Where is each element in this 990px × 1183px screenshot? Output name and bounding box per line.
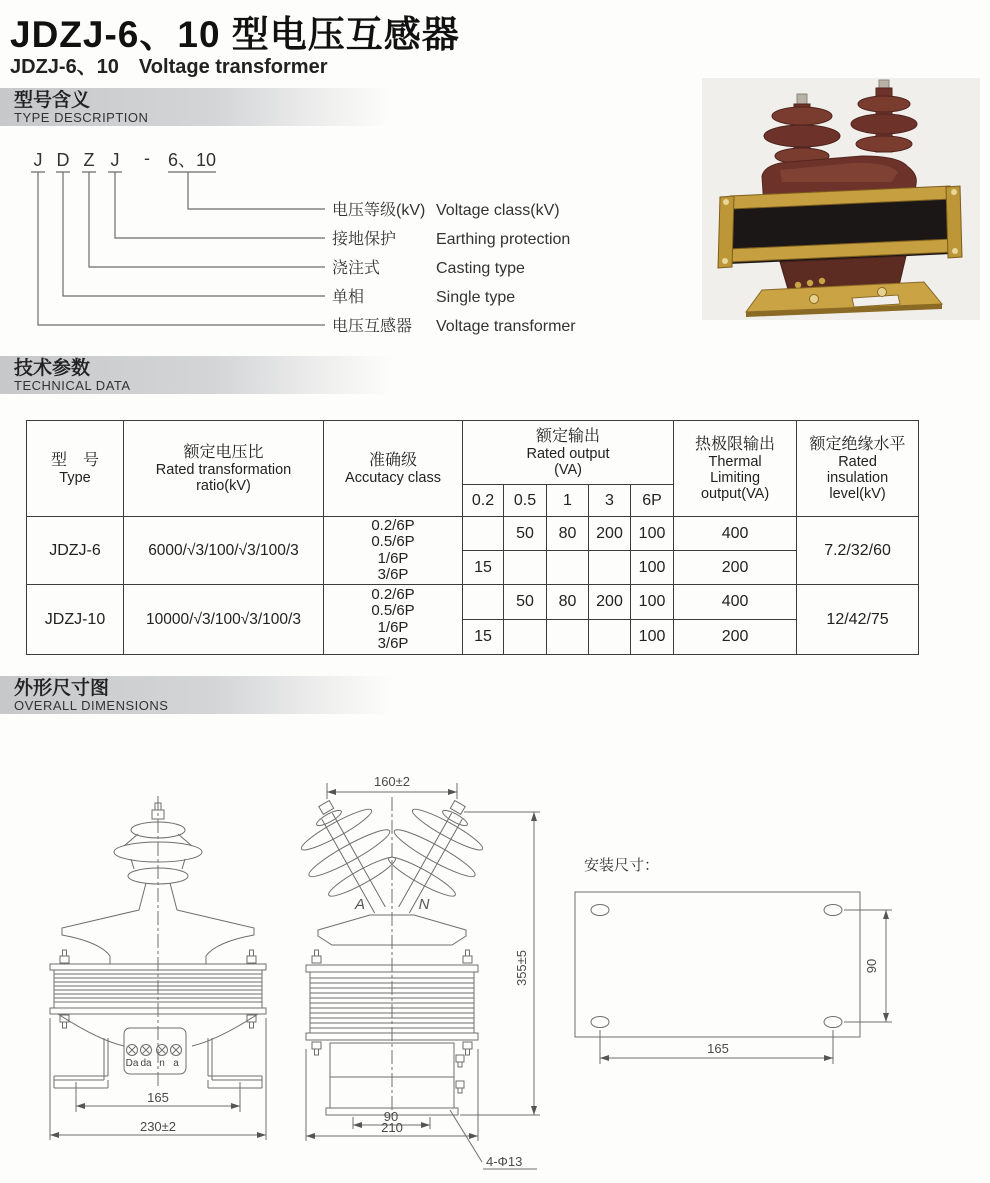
cell-thermal: 200 — [674, 620, 797, 655]
code-letter-j2: J — [110, 150, 120, 170]
cell-accuracy-jdzj6 — [324, 517, 463, 585]
col-header-insulation — [797, 421, 919, 517]
col-header-insulation-zh: 额定绝缘水平 — [809, 436, 906, 453]
section-dims-zh: 外形尺寸图 — [14, 678, 110, 699]
drawing-side-view — [300, 765, 572, 1183]
cell-out — [547, 551, 589, 585]
cell-out: 100 — [631, 517, 674, 551]
section-technical-data — [0, 356, 392, 394]
label-vt-zh: 电压互感器 — [332, 318, 413, 335]
label-earthing-zh: 接地保护 — [332, 231, 397, 248]
cell-type-jdzj10: JDZJ-10 — [27, 585, 124, 655]
col-header-type-zh: 型 号 — [50, 452, 99, 469]
subcol-1 — [547, 485, 589, 517]
dim-label-355: 355±5 — [514, 949, 529, 987]
label-voltage-class-en: Voltage class(kV) — [436, 202, 560, 219]
cell-insulation-jdzj10: 12/42/75 — [797, 585, 919, 655]
section-dims-en: OVERALL DIMENSIONS — [14, 698, 169, 713]
cell-out — [589, 551, 631, 585]
col-header-insulation-en: Rated insulation level(kV) — [826, 454, 889, 502]
terminal-label-n: n — [159, 1058, 165, 1069]
dim-label-230: 230±2 — [139, 1119, 177, 1134]
terminal-label-N: N — [418, 896, 430, 913]
section-type-en: TYPE DESCRIPTION — [14, 110, 149, 125]
col-header-output-zh: 额定输出 — [536, 428, 601, 445]
terminal-label-a: a — [173, 1058, 179, 1069]
section-type-zh: 型号含义 — [14, 90, 91, 111]
cell-out: 100 — [631, 551, 674, 585]
subcol-1-label: 1 — [563, 491, 572, 509]
accuracy-line: 0.5/6P — [371, 602, 415, 619]
label-casting-zh: 浇注式 — [332, 260, 381, 277]
label-single-zh: 单相 — [332, 289, 365, 306]
cell-out: 80 — [547, 585, 589, 620]
subcol-6p — [631, 485, 674, 517]
cell-ratio-jdzj10: 10000/√3/100√3/100/3 — [124, 585, 324, 655]
cell-accuracy-jdzj10 — [324, 585, 463, 655]
table-row — [27, 585, 919, 620]
technical-data-table — [26, 420, 919, 655]
cell-thermal: 400 — [674, 585, 797, 620]
cell-thermal: 200 — [674, 551, 797, 585]
subcol-3 — [589, 485, 631, 517]
terminal-label-Da: Da — [125, 1058, 139, 1069]
bushing-left-angled — [300, 801, 399, 913]
subcol-0-2 — [463, 485, 504, 517]
terminal-label-da: da — [140, 1058, 152, 1069]
col-header-accuracy-zh: 准确级 — [368, 452, 417, 469]
subcol-0-2-label: 0.2 — [471, 491, 495, 509]
code-dash: - — [144, 148, 150, 168]
section-overall-dimensions — [0, 676, 392, 714]
col-header-ratio-zh: 额定电压比 — [183, 444, 264, 461]
dim-label-165: 165 — [147, 1090, 169, 1105]
type-code-labels — [332, 201, 576, 335]
page-subtitle: JDZJ-6、10 Voltage transformer — [10, 56, 328, 78]
cell-out: 80 — [547, 517, 589, 551]
accuracy-line: 3/6P — [377, 566, 409, 583]
col-header-output-unit: (VA) — [554, 462, 582, 478]
type-code-diagram — [20, 146, 670, 346]
drawing-front-view — [28, 788, 298, 1150]
col-header-thermal — [674, 421, 797, 517]
subcol-3-label: 3 — [605, 491, 614, 509]
accuracy-line: 0.2/6P — [371, 585, 415, 603]
subcol-0-5-label: 0.5 — [513, 491, 537, 509]
mounting-title: 安装尺寸： — [584, 857, 660, 874]
cell-out: 50 — [504, 585, 547, 620]
bushing-right-angled — [385, 801, 486, 913]
col-header-accuracy-en: Accutacy class — [345, 470, 441, 486]
page-title: JDZJ-6、10 型电压互感器 — [10, 14, 460, 55]
code-letter-z: Z — [83, 150, 95, 170]
code-letter-d: D — [56, 150, 70, 170]
lower-box — [326, 1043, 464, 1115]
label-casting-en: Casting type — [436, 260, 525, 277]
accuracy-line: 1/6P — [377, 618, 409, 636]
label-voltage-class-zh: 电压等级(kV) — [332, 202, 426, 219]
cell-out — [463, 585, 504, 620]
mounting-holes — [591, 905, 842, 1028]
cell-ratio-jdzj6: 6000/√3/100/√3/100/3 — [124, 517, 324, 585]
code-voltage: 6、10 — [168, 150, 217, 170]
subcol-6p-label: 6P — [642, 491, 662, 509]
cell-out: 100 — [631, 585, 674, 620]
cell-out: 200 — [589, 517, 631, 551]
dim-label-holes: 4-Φ13 — [486, 1154, 523, 1169]
code-letter-j1: J — [33, 150, 43, 170]
label-earthing-en: Earthing protection — [436, 231, 571, 248]
subcol-0-5 — [504, 485, 547, 517]
col-header-accuracy — [324, 421, 463, 517]
col-header-type-en: Type — [59, 470, 91, 486]
cell-type-jdzj6: JDZJ-6 — [27, 517, 124, 585]
col-header-thermal-en: Thermal Limiting output(VA) — [700, 454, 770, 502]
dim-label-210: 210 — [381, 1120, 403, 1135]
dim-label-165: 165 — [707, 1041, 729, 1056]
cell-out: 50 — [504, 517, 547, 551]
label-vt-en: Voltage transformer — [436, 318, 576, 335]
cell-out: 15 — [463, 620, 504, 655]
mounting-plate — [575, 892, 860, 1037]
drawing-mounting — [570, 848, 980, 1078]
col-header-rated-output — [463, 421, 674, 485]
section-tech-en: TECHNICAL DATA — [14, 378, 131, 393]
dim-label-90: 90 — [864, 958, 879, 974]
product-photo — [702, 78, 980, 320]
cell-out — [504, 620, 547, 655]
cell-out — [463, 517, 504, 551]
type-code-letters — [34, 148, 217, 170]
col-header-ratio — [124, 421, 324, 517]
cell-out: 15 — [463, 551, 504, 585]
col-header-thermal-zh: 热极限输出 — [695, 436, 776, 453]
cell-out — [589, 620, 631, 655]
accuracy-line: 0.2/6P — [371, 516, 415, 534]
cell-out: 200 — [589, 585, 631, 620]
section-type-description — [0, 88, 392, 126]
table-row — [27, 517, 919, 551]
col-header-output-en: Rated output — [526, 446, 610, 462]
accuracy-line: 1/6P — [377, 549, 409, 567]
type-code-lines — [31, 172, 325, 325]
section-tech-zh: 技术参数 — [14, 358, 91, 379]
accuracy-line: 3/6P — [377, 635, 409, 652]
dim-label-160: 160±2 — [373, 774, 411, 789]
label-single-en: Single type — [436, 289, 516, 306]
col-header-type — [27, 421, 124, 517]
accuracy-line: 0.5/6P — [371, 533, 415, 550]
cell-thermal: 400 — [674, 517, 797, 551]
cell-out: 100 — [631, 620, 674, 655]
terminal-label-A: A — [354, 896, 366, 913]
col-header-ratio-en: Rated transformation ratio(kV) — [155, 462, 292, 494]
cell-insulation-jdzj6: 7.2/32/60 — [797, 517, 919, 585]
dim-label-90: 90 — [383, 1109, 399, 1124]
cell-out — [504, 551, 547, 585]
cell-out — [547, 620, 589, 655]
